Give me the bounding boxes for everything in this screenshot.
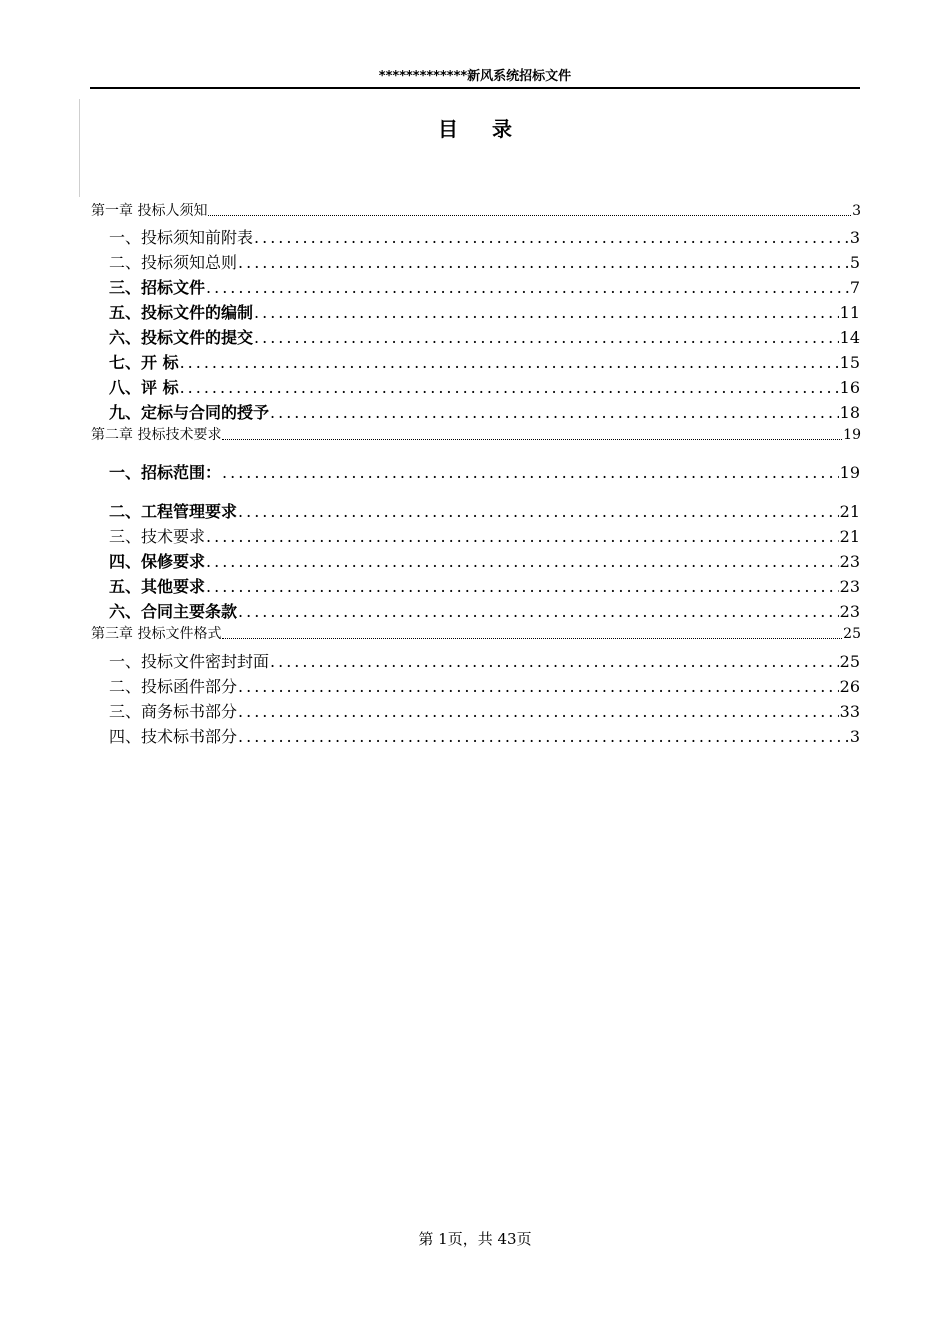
toc-section-entry[interactable] [109, 462, 860, 484]
toc-entry-label: 第一章 投标人须知 [91, 203, 208, 219]
toc-leader-dots [270, 651, 839, 673]
toc-page-number: 3 [849, 228, 860, 247]
toc-leader-dots [254, 327, 839, 349]
toc-entry-label: 三、商务标书部分 [109, 702, 238, 721]
toc-title: 目录 [438, 117, 546, 141]
toc-entry-label: 第二章 投标技术要求 [91, 427, 222, 443]
toc-section-entry[interactable] [109, 277, 860, 299]
toc-entry-label: 四、保修要求 [109, 552, 206, 571]
toc-page-number: 18 [839, 403, 860, 422]
toc-section-entry[interactable] [109, 701, 860, 723]
toc-entry-label: 二、投标函件部分 [109, 677, 238, 696]
toc-leader-dots [254, 227, 849, 249]
toc-section-entry[interactable] [109, 252, 860, 274]
toc-leader-dots [206, 576, 839, 598]
toc-leader-dots [238, 501, 839, 523]
toc-section-entry[interactable] [109, 501, 860, 523]
toc-leader-dots [238, 701, 839, 723]
toc-entry-label: 八、评 标 [109, 378, 179, 397]
toc-section-entry[interactable] [109, 352, 860, 374]
toc-page-number: 14 [839, 328, 860, 347]
toc-section-entry[interactable] [109, 227, 860, 249]
toc-page-number: 5 [849, 253, 860, 272]
toc-page-number: 15 [839, 353, 860, 372]
toc-section-entry[interactable] [109, 402, 860, 424]
toc-section-entry[interactable] [109, 651, 860, 673]
toc-entry-label: 九、定标与合同的授予 [109, 403, 270, 422]
toc-leader-dots [206, 277, 849, 299]
toc-entry-label: 六、投标文件的提交 [109, 328, 254, 347]
toc-entry-label: 三、技术要求 [109, 527, 206, 546]
toc-chapter-entry[interactable] [91, 202, 861, 220]
toc-chapter-entry[interactable] [91, 426, 861, 444]
toc-section-entry[interactable] [109, 676, 860, 698]
toc-page-number: 21 [839, 502, 860, 521]
toc-leader-dots [254, 302, 839, 324]
toc-section-entry[interactable] [109, 601, 860, 623]
page-header: *************新风系统招标文件 [378, 69, 572, 84]
toc-page-number: 19 [843, 427, 861, 443]
toc-page-number: 3 [849, 727, 860, 746]
toc-page-number: 21 [839, 527, 860, 546]
toc-leader-dots [238, 726, 849, 748]
toc-leader-dots [208, 202, 851, 216]
toc-entry-label: 五、投标文件的编制 [109, 303, 254, 322]
toc-section-entry[interactable] [109, 551, 860, 573]
toc-section-entry[interactable] [109, 726, 860, 748]
toc-page-number: 25 [839, 652, 860, 671]
toc-entry-label: 一、投标须知前附表 [109, 228, 254, 247]
toc-section-entry[interactable] [109, 377, 860, 399]
toc-entry-label: 一、招标范围： [109, 463, 222, 482]
toc-leader-dots [238, 601, 839, 623]
page-footer: 第 1页，共 43页 [418, 1230, 532, 1248]
toc-entry-label: 七、开 标 [109, 353, 179, 372]
toc-page-number: 26 [839, 677, 860, 696]
toc-entry-label: 一、投标文件密封封面 [109, 652, 270, 671]
toc-page-number: 23 [839, 552, 860, 571]
toc-page-number: 23 [839, 577, 860, 596]
toc-leader-dots [206, 526, 839, 548]
toc-entry-label: 五、其他要求 [109, 577, 206, 596]
toc-section-entry[interactable] [109, 327, 860, 349]
toc-entry-label: 六、合同主要条款 [109, 602, 238, 621]
toc-entry-label: 四、技术标书部分 [109, 727, 238, 746]
toc-page-number: 25 [843, 626, 861, 642]
toc-leader-dots [222, 426, 842, 440]
toc-leader-dots [206, 551, 839, 573]
toc-leader-dots [180, 377, 839, 399]
toc-page-number: 33 [839, 702, 860, 721]
toc-page-number: 7 [849, 278, 860, 297]
toc-section-entry[interactable] [109, 576, 860, 598]
toc-leader-dots [238, 676, 839, 698]
toc-chapter-entry[interactable] [91, 625, 861, 643]
toc-leader-dots [180, 352, 839, 374]
toc-entry-label: 二、工程管理要求 [109, 502, 238, 521]
toc-leader-dots [270, 402, 839, 424]
toc-leader-dots [222, 625, 842, 639]
toc-leader-dots [238, 252, 849, 274]
toc-leader-dots [222, 462, 839, 484]
toc-entry-label: 第三章 投标文件格式 [91, 626, 222, 642]
toc-section-entry[interactable] [109, 526, 860, 548]
toc-page-number: 16 [839, 378, 860, 397]
toc-section-entry[interactable] [109, 302, 860, 324]
toc-page-number: 23 [839, 602, 860, 621]
toc-page-number: 3 [852, 203, 861, 219]
toc-page-number: 11 [839, 303, 860, 322]
toc-entry-label: 三、招标文件 [109, 278, 206, 297]
toc-page-number: 19 [839, 463, 860, 482]
toc-entry-label: 二、投标须知总则 [109, 253, 238, 272]
